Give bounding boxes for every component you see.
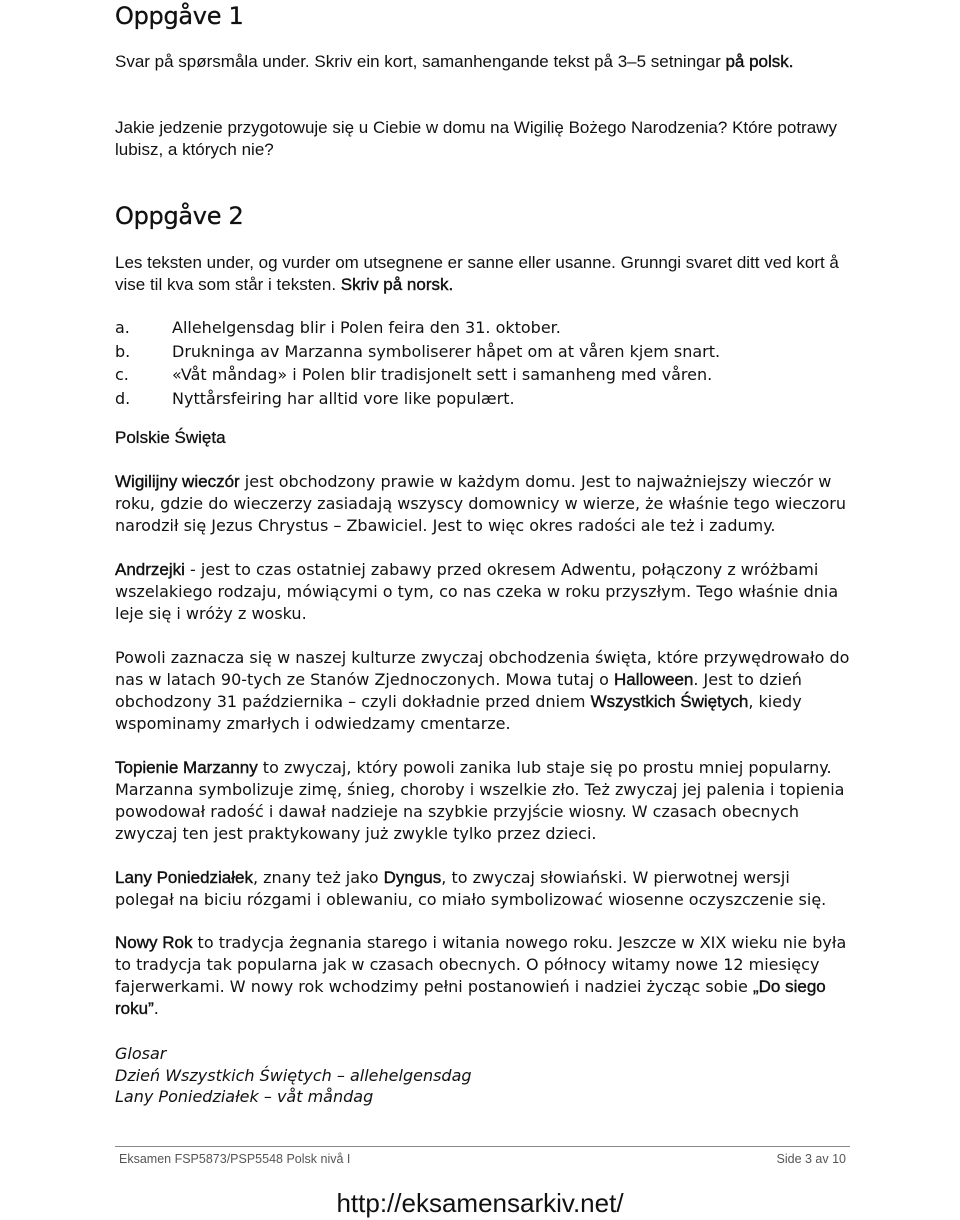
statement-item [115, 387, 850, 411]
task1-instruction-emphasis: på polsk. [725, 52, 794, 71]
paragraph-text: to tradycja żegnania starego i witania nowego roku. Jeszcze w XIX wieku nie była to tradycja tak popularna jak w czasach obecnych. O północy witamy nowe 12 miesięcy fajerwerkami. W nowy rok wchodzimy pełni postanowień i nadziei życząc sobie [115, 933, 847, 996]
keyword: Nowy Rok [115, 933, 193, 952]
statement-item [115, 316, 850, 340]
statement-text: Nyttårsfeiring har alltid vore like populært. [172, 388, 515, 408]
task1-instruction-text: Svar på spørsmåla under. Skriv ein kort, samanhengande tekst på 3–5 setningar [115, 52, 726, 71]
paragraph-text: , to zwyczaj słowiański. W pierwotnej wersji polegał na biciu rózgami i oblewaniu, co miało symbolizować wiosenne oczyszczenie się. [115, 868, 827, 909]
task1-question: Jakie jedzenie przygotowuje się u Ciebie w domu na Wigilię Bożego Narodzenia? Które potrawy lubisz, a których nie? [115, 118, 837, 159]
article-paragraph-marzanna [115, 757, 850, 845]
task1-instruction [115, 51, 850, 73]
page-footer [119, 1152, 846, 1166]
statement-text: Allehelgensdag blir i Polen feira den 31. oktober. [172, 318, 561, 337]
footer-divider [115, 1146, 850, 1147]
paragraph-text: , kiedy wspominamy zmarłych i odwiedzamy cmentarze. [115, 692, 802, 733]
footer-page-number: Side 3 av 10 [776, 1152, 846, 1166]
statement-text: Drukninga av Marzanna symboliserer håpet om at våren kjem snart. [172, 341, 721, 361]
keyword: Andrzejki [115, 560, 185, 579]
paragraph-text: to zwyczaj, który powoli zanika lub staje się po prostu mniej popularny. Marzanna symbolizuje zimę, śnieg, choroby i wszelkie zło. Też zwyczaj jej palenia i topienia powodował radość i dawał nadzieje na szybkie przyjście wiosny. W czasach obecnych zwyczaj ten jest praktykowany już zwykle tylko przez dzieci. [115, 758, 845, 843]
task1-heading: Oppgåve 1 [115, 2, 244, 30]
paragraph-text: Powoli zaznacza się w naszej kulturze zwyczaj obchodzenia święta, które przywędrowało do nas w latach 90-tych ze Stanów Zjednoczonych. Mowa tutaj o [115, 648, 850, 689]
task2-heading: Oppgåve 2 [115, 202, 244, 230]
statement-list [115, 316, 850, 410]
task2-instruction [115, 252, 850, 295]
article-paragraph-dyngus [115, 867, 850, 911]
paragraph-text: jest obchodzony prawie w każdym domu. Jest to najważniejszy wieczór w roku, gdzie do wieczerzy zasiadają wszyscy domownicy w wierze, że właśnie tego wieczoru narodził się Jezus Chrystus – Zbawiciel. Jest to więc okres radości ale też i zadumy. [115, 472, 846, 535]
statement-marker: b. [115, 341, 131, 361]
paragraph-text: . [153, 999, 159, 1018]
statement-marker: a. [115, 318, 130, 337]
paragraph-text: . Jest to dzień obchodzony 31 października – czyli dokładnie przed dniem [115, 670, 802, 711]
article-paragraph-nowy-rok [115, 932, 850, 1020]
article-paragraph-halloween [115, 647, 850, 735]
statement-item [115, 340, 850, 364]
article-title: Polskie Święta [115, 428, 226, 447]
keyword: Wszystkich Świętych [590, 692, 749, 711]
statement-text: «Våt måndag» i Polen blir tradisjonelt sett i samanheng med våren. [172, 365, 713, 384]
keyword: Lany Poniedziałek [115, 868, 253, 887]
task2-instruction-text: Les teksten under, og vurder om utsegnene er sanne eller usanne. Grunngi svaret ditt ved kort å vise til kva som står i teksten. [115, 253, 839, 294]
paragraph-text: - jest to czas ostatniej zabawy przed okresem Adwentu, połączony z wróżbami wszelakiego rodzaju, mówiącymi o tym, co nas czeka w roku przyszłym. Tego właśnie dnia leje się i wróży z wosku. [115, 560, 839, 623]
glossary-title: Glosar [115, 1044, 167, 1063]
source-url[interactable]: http://eksamensarkiv.net/ [336, 1188, 624, 1218]
article-paragraph-andrzejki [115, 559, 850, 625]
keyword: Halloween [613, 670, 694, 689]
article-paragraph-wigilia [115, 471, 850, 537]
keyword: Topienie Marzanny [115, 758, 258, 777]
statement-marker: d. [115, 388, 131, 408]
glossary-line: Lany Poniedziałek – våt måndag [115, 1087, 374, 1106]
keyword: Dyngus [383, 868, 442, 887]
footer-exam-code: Eksamen FSP5873/PSP5548 Polsk nivå I [119, 1152, 351, 1166]
statement-marker: c. [115, 365, 129, 384]
paragraph-text: , znany też jako [252, 868, 384, 887]
keyword: Wigilijny wieczór [115, 472, 240, 491]
task2-instruction-emphasis: Skriv på norsk. [340, 274, 454, 294]
statement-item [115, 363, 850, 387]
keyword: „Do siego roku” [115, 977, 826, 1018]
glossary-line: Dzień Wszystkich Świętych – allehelgensdag [115, 1066, 472, 1085]
